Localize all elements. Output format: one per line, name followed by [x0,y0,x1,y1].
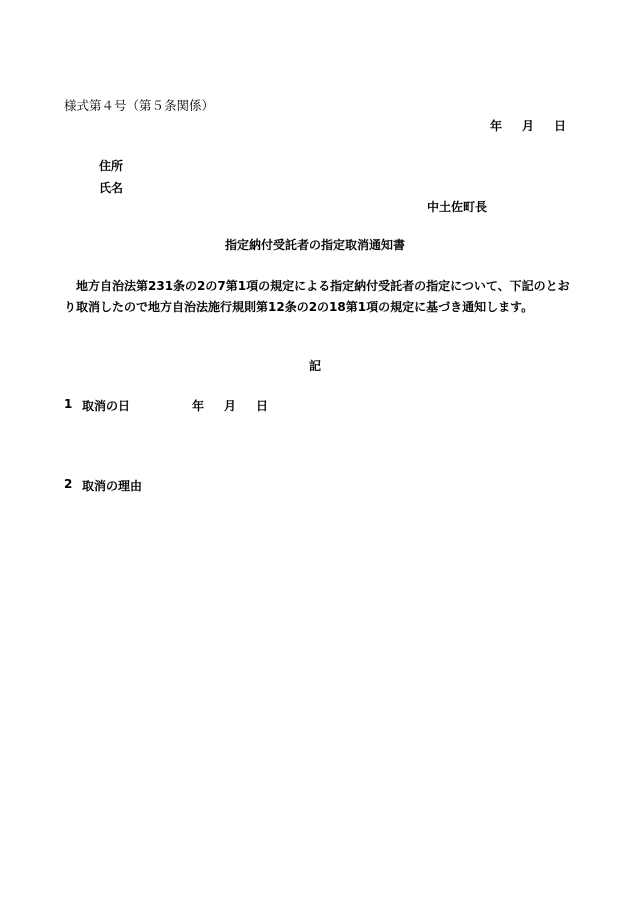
body-paragraph: 地方自治法第231条の2の7第1項の規定による指定納付受託者の指定について、下記のとおり取消したので地方自治法施行規則第12条の2の18第1項の規定に基づき通知します。 [64,279,570,314]
issuer-name: 中土佐町長 [426,200,487,214]
date-day-label: 日 [553,119,566,133]
item-year-label: 年 [192,399,205,413]
ki-heading: 記 [308,359,321,373]
item-number: 1 [64,397,73,411]
item-cancellation-reason [64,477,142,494]
recipient-name-label: 氏名 [99,181,124,195]
item-day-label: 日 [256,399,269,413]
item-number: 2 [64,477,73,491]
issue-date [490,117,566,134]
document-title: 指定納付受託者の指定取消通知書 [224,238,405,252]
item-month-label: 月 [224,399,237,413]
date-month-label: 月 [521,119,534,133]
date-year-label: 年 [489,119,502,133]
recipient-address-label: 住所 [99,159,124,173]
item-label: 取消の日 [82,399,131,413]
item-cancellation-date [64,397,268,414]
form-number: 様式第４号（第５条関係） [64,98,215,113]
item-label: 取消の理由 [82,479,143,493]
